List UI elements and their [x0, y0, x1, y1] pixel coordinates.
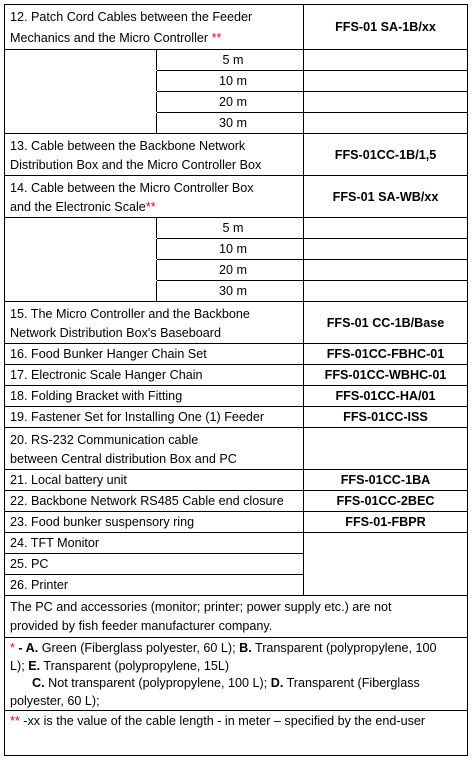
table-row-22	[5, 491, 467, 511]
table-row-19	[5, 407, 467, 427]
item-label-line: 20. RS-232 Communication cable	[10, 433, 199, 447]
length-row	[5, 281, 467, 301]
length-row	[5, 50, 467, 70]
blank-cell	[303, 92, 467, 112]
length-row	[5, 260, 467, 280]
length-value: 20 m	[219, 95, 247, 109]
item-label-line: 14. Cable between the Micro Controller Box	[10, 181, 254, 195]
blank-cell	[303, 50, 467, 70]
blank-cell	[303, 260, 467, 280]
item-code: FFS-01CC-FBHC-01	[303, 344, 467, 364]
item-code: FFS-01CC-ISS	[303, 407, 467, 427]
item-code: FFS-01CC-1BA	[303, 470, 467, 490]
option-label: D.	[267, 676, 284, 690]
option-text: polyester, 60 L);	[10, 693, 100, 708]
item-description	[5, 302, 303, 343]
table-row-16	[5, 344, 467, 364]
item-code: FFS-01-FBPR	[303, 512, 467, 532]
item-label-line: 13. Cable between the Backbone Network	[10, 139, 246, 153]
length-value: 30 m	[219, 116, 247, 130]
option-text: L);	[10, 658, 25, 673]
table-row-23	[5, 512, 467, 532]
length-row	[5, 71, 467, 91]
option-label: - A.	[14, 641, 39, 655]
item-code: FFS-01 CC-1B/Base	[303, 302, 467, 343]
blank-cell	[5, 50, 157, 70]
option-text: Transparent (polypropylene, 15L)	[40, 658, 230, 673]
length-value: 10 m	[219, 242, 247, 256]
item-description	[5, 428, 303, 469]
note-line: The PC and accessories (monitor; printer; power supply etc.) are not	[10, 600, 392, 614]
item-description: 17. Electronic Scale Hanger Chain	[10, 368, 203, 382]
item-label-line: 15. The Micro Controller and the Backbone	[10, 307, 250, 321]
item-label-line: 12. Patch Cord Cables between the Feeder	[10, 10, 253, 24]
table-row-12	[5, 5, 467, 49]
length-row	[5, 218, 467, 238]
item-label-line: and the Electronic Scale	[10, 200, 146, 214]
item-code: FFS-01CC-2BEC	[303, 491, 467, 511]
item-code: FFS-01CC-WBHC-01	[303, 365, 467, 385]
length-row	[5, 239, 467, 259]
blank-cell	[303, 239, 467, 259]
item-description: 16. Food Bunker Hanger Chain Set	[10, 347, 207, 361]
pc-accessories-note	[5, 596, 467, 637]
option-text: Not transparent (polypropylene, 100 L);	[44, 676, 268, 690]
option-label: E.	[24, 658, 41, 673]
item-label-line: Mechanics and the Micro Controller	[10, 31, 209, 45]
cable-length-mark: **	[145, 200, 156, 214]
item-code: FFS-01CC-HA/01	[303, 386, 467, 406]
item-description: 24. TFT Monitor	[10, 536, 100, 550]
blank-cell	[303, 71, 467, 91]
table-row-21	[5, 470, 467, 490]
option-text: Transparent (Fiberglass	[283, 676, 420, 690]
table-row-13	[5, 134, 467, 175]
cable-length-mark: **	[211, 31, 222, 45]
length-value: 30 m	[219, 284, 247, 298]
table-row-25	[5, 554, 467, 574]
table-row-15	[5, 302, 467, 343]
item-label-line: Distribution Box and the Micro Controller Box	[10, 158, 262, 172]
blank-cell	[5, 113, 157, 133]
length-value: 5 m	[222, 221, 244, 235]
table-row-18	[5, 386, 467, 406]
blank-cell	[303, 281, 467, 301]
item-code: FFS-01CC-1B/1,5	[303, 134, 467, 175]
item-description	[5, 5, 303, 49]
item-code: FFS-01 SA-1B/xx	[303, 5, 467, 49]
spec-table	[4, 4, 468, 756]
double-asterisk-mark: **	[10, 714, 20, 728]
table-row-26	[5, 575, 467, 595]
table-row-24	[5, 533, 467, 553]
item-code	[303, 428, 467, 469]
blank-cell	[5, 260, 157, 280]
blank-cell	[5, 281, 157, 301]
option-label: C.	[32, 676, 45, 690]
item-description	[5, 134, 303, 175]
item-code: FFS-01 SA-WB/xx	[303, 176, 467, 217]
item-description: 22. Backbone Network RS485 Cable end closure	[10, 494, 284, 508]
note-line: provided by fish feeder manufacturer company.	[10, 619, 273, 633]
length-value: 20 m	[219, 263, 247, 277]
item-description: 23. Food bunker suspensory ring	[10, 515, 195, 529]
length-value: 5 m	[222, 53, 244, 67]
table-row-14	[5, 176, 467, 217]
bunker-options-note	[5, 638, 467, 710]
asterisk-mark: *	[10, 641, 15, 655]
item-description: 21. Local battery unit	[10, 473, 127, 487]
table-row-17	[5, 365, 467, 385]
item-description: 19. Fastener Set for Installing One (1) Feeder	[10, 410, 265, 424]
blank-cell	[5, 71, 157, 91]
item-description: 26. Printer	[10, 578, 69, 592]
blank-cell	[5, 92, 157, 112]
indented-line	[10, 675, 420, 693]
item-description	[5, 176, 303, 217]
option-text: Transparent (polypropylene, 100	[251, 641, 437, 655]
cable-length-note	[5, 711, 467, 755]
blank-cell	[303, 218, 467, 238]
note-line: -xx is the value of the cable length - in meter – specified by the end-user	[19, 714, 426, 728]
length-row	[5, 92, 467, 112]
option-text: Green (Fiberglass polyester, 60 L);	[38, 641, 236, 655]
item-description: 18. Folding Bracket with Fitting	[10, 389, 183, 403]
blank-cell	[303, 113, 467, 133]
option-label: B.	[235, 641, 252, 655]
item-label-line: Network Distribution Box's Baseboard	[10, 326, 221, 340]
item-label-line: between Central distribution Box and PC	[10, 452, 237, 466]
length-row	[5, 113, 467, 133]
item-description: 25. PC	[10, 557, 49, 571]
table-row-20	[5, 428, 467, 469]
length-value: 10 m	[219, 74, 247, 88]
blank-cell	[5, 239, 157, 259]
blank-cell	[5, 218, 157, 238]
